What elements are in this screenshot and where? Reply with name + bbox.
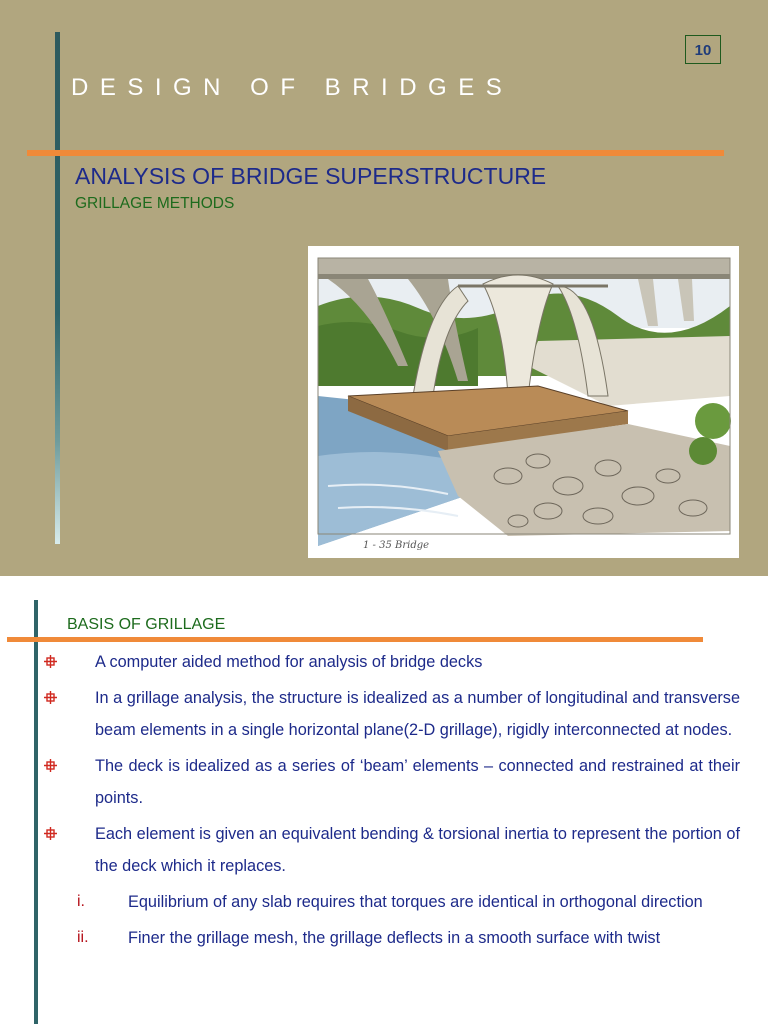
slide-title: ANALYSIS OF BRIDGE SUPERSTRUCTURE (75, 163, 547, 189)
bullet-text: The deck is idealized as a series of ‘beam’ elements – connected and restrained at their points. (95, 757, 740, 807)
bullet-text: Each element is given an equivalent bending & torsional inertia to represent the portion of the deck which it replaces. (95, 825, 740, 875)
grid-bullet-icon (44, 655, 57, 668)
numbered-item (40, 922, 740, 954)
bullet-text: In a grillage analysis, the structure is idealized as a number of longitudinal and transverse beam elements in a single horizontal plane(2-D grillage), rigidly interconnected at nodes. (95, 689, 740, 739)
roman-numeral: i. (77, 893, 85, 910)
grid-bullet-icon (44, 691, 57, 704)
vertical-accent-bar (55, 32, 60, 544)
bridge-sketch-image (308, 246, 739, 558)
page-number-box: 10 (685, 35, 721, 64)
bullet-text: A computer aided method for analysis of bridge decks (95, 653, 483, 671)
roman-numeral: ii. (77, 929, 89, 946)
list-item (40, 646, 740, 678)
list-item (40, 750, 740, 814)
orange-divider (27, 150, 724, 156)
orange-divider (7, 637, 703, 642)
section-heading: BASIS OF GRILLAGE (67, 616, 226, 633)
slide-subtitle: GRILLAGE METHODS (75, 195, 235, 212)
numbered-item (40, 886, 740, 918)
slide-basis-of-grillage (0, 576, 768, 1024)
bullet-list (40, 646, 740, 958)
grid-bullet-icon (44, 827, 57, 840)
deck-title: DESIGN OF BRIDGES (71, 74, 514, 101)
list-item (40, 682, 740, 746)
vertical-accent-bar (34, 600, 38, 1024)
grid-bullet-icon (44, 759, 57, 772)
list-item (40, 818, 740, 882)
numbered-text: Equilibrium of any slab requires that torques are identical in orthogonal direction (128, 893, 703, 911)
image-caption: 1 - 35 Bridge (363, 540, 430, 551)
numbered-text: Finer the grillage mesh, the grillage deflects in a smooth surface with twist (128, 929, 661, 947)
